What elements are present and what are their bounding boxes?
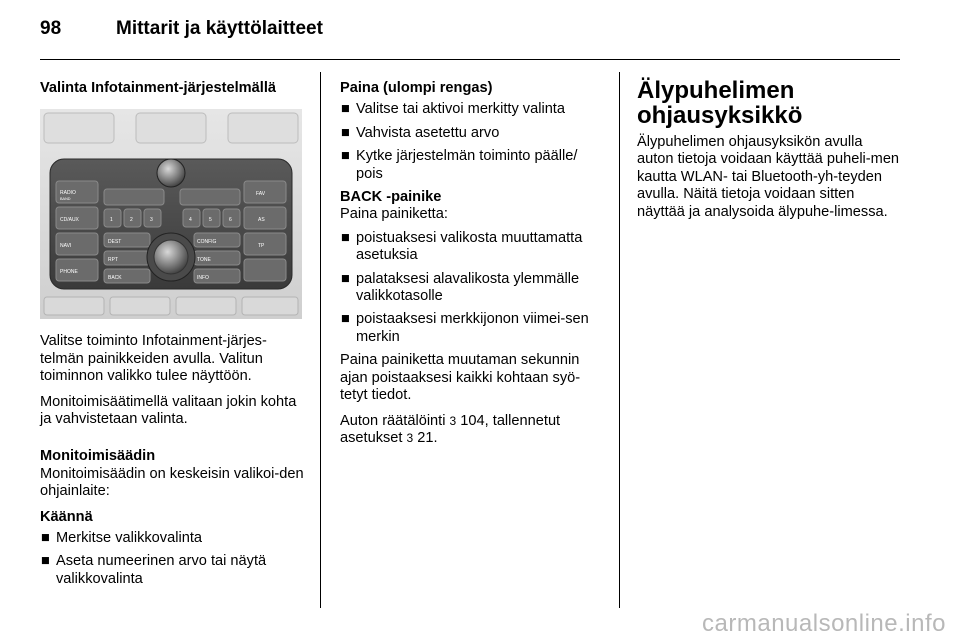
column-divider-2 <box>619 72 620 608</box>
heading-smartphone-unit: Älypuhelimen ohjausyksikkö <box>637 77 803 129</box>
chapter-title: Mittarit ja käyttölaitteet <box>116 18 323 39</box>
list-item: ■ palataksesi alavalikosta ylemmälle valikkotasolle <box>341 270 580 305</box>
panel-label-rpt: RPT <box>108 257 118 264</box>
panel-label-back: BACK <box>108 275 122 282</box>
panel-key-2: 2 <box>130 217 133 224</box>
panel-label-info: INFO <box>197 275 209 282</box>
list-item: ■ Aseta numeerinen arvo tai näytä valikkovalinta <box>41 553 267 587</box>
heading-multifunction-knob: Monitoimisäädin <box>40 448 156 465</box>
list-item: ■ Merkitse valikkovalinta <box>41 530 202 547</box>
paragraph-press-button: Paina painiketta: <box>340 206 448 223</box>
list-item: ■ Kytke järjestelmän toiminto päälle/ pois <box>341 148 578 182</box>
list-item: ■ Vahvista asetettu arvo <box>341 124 500 141</box>
column-1 <box>40 80 306 594</box>
panel-label-nav: NAVI <box>60 243 72 250</box>
column-divider-1 <box>320 72 321 608</box>
heading-press-outer-ring: Paina (ulompi rengas) <box>340 80 493 96</box>
panel-label-tp: TP <box>258 243 265 250</box>
panel-key-6: 6 <box>229 217 232 224</box>
bullet-icon: ■ <box>341 270 350 287</box>
page-ref-icon: 3 <box>406 430 414 445</box>
paragraph-knob-select: Monitoimisäätimellä valitaan jokin kohta ja vahvistetaan valinta. <box>40 393 297 428</box>
list-item: ■ Valitse tai aktivoi merkitty valinta <box>341 101 565 118</box>
panel-label-phone: PHONE <box>60 269 78 276</box>
bullet-icon: ■ <box>341 124 350 141</box>
bullet-icon: ■ <box>41 530 50 547</box>
panel-label-cdaux: CD/AUX <box>60 217 79 224</box>
panel-label-as: AS <box>258 217 265 224</box>
panel-key-5: 5 <box>209 217 212 224</box>
paragraph-smartphone-unit: Älypuhelimen ohjausyksikön avulla auton tietoja voidaan käyttää puheli-men kautta WLAN- tai Bluetooth-yh-teyden avulla. Näitä tietoja voidaan sitten näyttää ja analysoida älypuhe-limessa. <box>637 134 900 220</box>
panel-label-config: CONFIG <box>197 239 217 246</box>
section-title: Valinta Infotainment-järjestelmällä <box>40 80 277 96</box>
column-3 <box>637 77 903 229</box>
turn-bullets <box>40 530 306 588</box>
heading-turn: Käännä <box>40 508 93 525</box>
paragraph-knob-central: Monitoimisäädin on keskeisin valikoi-den ohjainlaite: <box>40 465 304 500</box>
page-number: 98 <box>40 18 62 39</box>
bullet-icon: ■ <box>341 311 350 328</box>
panel-label-dest: DEST <box>108 239 122 246</box>
panel-label-radio: RADIO <box>60 190 76 197</box>
panel-key-3: 3 <box>150 217 153 224</box>
panel-key-4: 4 <box>189 217 192 224</box>
panel-key-1: 1 <box>110 217 113 224</box>
page-ref-link[interactable]: 104 <box>460 412 485 429</box>
panel-label-fav: FAV <box>256 191 266 198</box>
panel-label-band: BAND <box>60 197 71 202</box>
panel-label-tone: TONE <box>197 257 211 264</box>
paragraph-select-function: Valitse toiminto Infotainment-järjes-telmän painikkeiden avulla. Valitun toiminnon valikko tulee näyttöön. <box>40 333 267 385</box>
bullet-icon: ■ <box>341 101 350 118</box>
list-item: ■ poistuaksesi valikosta muuttamatta asetuksia <box>341 229 583 264</box>
list-item: ■ poistaaksesi merkkijonon viimei-sen merkin <box>341 311 589 345</box>
back-bullets <box>340 230 606 346</box>
bullet-icon: ■ <box>341 148 350 165</box>
page-ref-link[interactable]: 21 <box>417 429 434 446</box>
page-header <box>40 18 920 48</box>
infotainment-panel-photo <box>40 109 302 319</box>
paragraph-hold-button: Paina painiketta muutaman sekunnin ajan poistaaksesi kaikki kohtaan syö-tetyt tiedot. <box>340 352 581 404</box>
page-ref-icon: 3 <box>449 413 457 428</box>
watermark: carmanualsonline.info <box>702 610 946 637</box>
header-rule <box>40 59 900 60</box>
bullet-icon: ■ <box>41 553 50 570</box>
bullet-icon: ■ <box>341 229 350 246</box>
press-bullets <box>340 101 606 183</box>
paragraph-references: Auton räätälöinti 3 104, tallennetut asetukset 3 21. <box>340 412 561 446</box>
heading-back-button: BACK -painike <box>340 189 442 206</box>
column-2 <box>340 80 606 455</box>
